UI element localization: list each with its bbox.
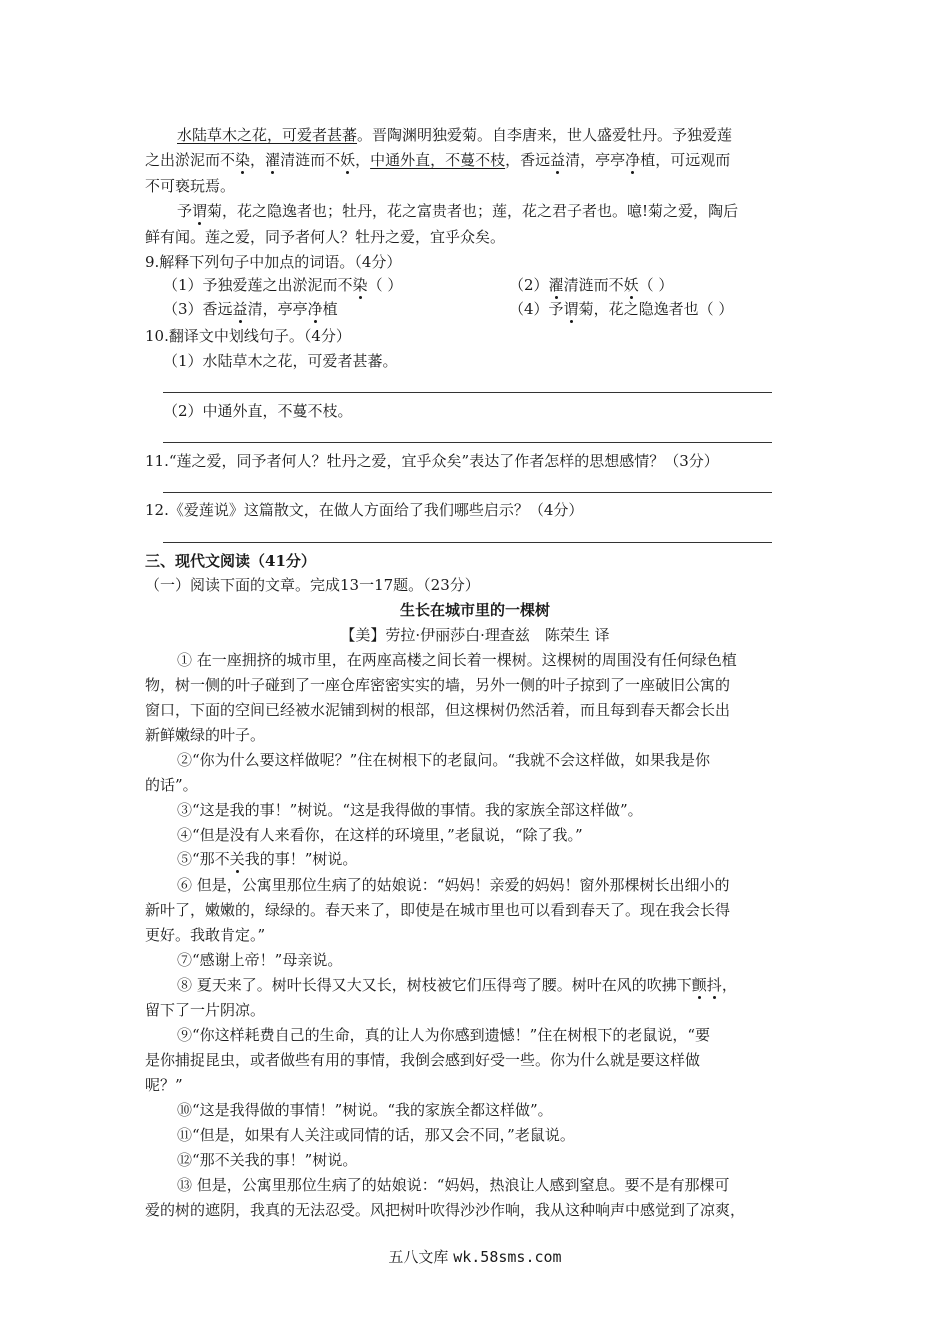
article-line: 呢？” bbox=[145, 1076, 183, 1094]
dotted-word: 颤 bbox=[691, 976, 707, 994]
dotted-word: 抖 bbox=[706, 976, 722, 994]
passage-line: 之出淤泥而不染，濯清涟而不妖，中通外直，不蔓不枝，香远益清，亭亭净植，可远观而 bbox=[145, 151, 731, 169]
passage-line: 予谓菊，花之隐逸者也；牡丹，花之富贵者也；莲，花之君子者也。噫!菊之爱，陶后 bbox=[177, 202, 739, 220]
dotted-word: 妖 bbox=[623, 276, 639, 294]
article-line: 是你捕捉昆虫，或者做些有用的事情，我倒会感到好受一些。你为什么就是要这样做 bbox=[145, 1051, 701, 1069]
question-12: 12.《爱莲说》这篇散文，在做人方面给了我们哪些启示？（4分） bbox=[145, 501, 584, 519]
article-author: 【美】劳拉·伊丽莎白·理查兹 陈荣生 译 bbox=[340, 626, 610, 644]
dotted-word: 濯 bbox=[265, 151, 281, 169]
answer-blank[interactable]: （ ） bbox=[638, 276, 674, 294]
answer-blank[interactable]: （ ） bbox=[367, 276, 403, 294]
article-line: ⑥ 但是，公寓里那位生病了的姑娘说：“妈妈！亲爱的妈妈！窗外那棵树长出细小的 bbox=[177, 876, 730, 894]
article-line: 物，树一侧的叶子碰到了一座仓库密密实实的墙，另外一侧的叶子掠到了一座破旧公寓的 bbox=[145, 676, 731, 694]
article-title: 生长在城市里的一棵树 bbox=[399, 601, 550, 619]
q10-item-1: （1）水陆草木之花，可爱者甚蕃。 bbox=[163, 352, 398, 370]
article-line: ⑧ 夏天来了。树叶长得又大又长，树枝被它们压得弯了腰。树叶在风的吹拂下颤抖， bbox=[177, 976, 737, 994]
passage-line: 鲜有闻。莲之爱，同予者何人？牡丹之爱，宜乎众矣。 bbox=[145, 228, 506, 246]
article-line: 窗口，下面的空间已经被水泥铺到树的根部，但这棵树仍然活着，而且每到春天都会长出 bbox=[145, 701, 731, 719]
q9-item-3: （3）香远益清，亭亭净植 bbox=[163, 300, 338, 318]
dotted-word: 谓 bbox=[192, 202, 208, 220]
section-heading: 三、现代文阅读（41分） bbox=[145, 552, 316, 570]
article-line: 爱的树的遮阴，我真的无法忍受。风把树叶吹得沙沙作响，我从这种响声中感觉到了凉爽， bbox=[145, 1201, 746, 1219]
page-footer bbox=[0, 1247, 950, 1267]
article-line: ③“这是我的事！”树说。“这是我得做的事情。我的家族全部这样做”。 bbox=[177, 801, 643, 819]
dotted-word: 谓 bbox=[563, 300, 579, 318]
passage-line: 不可亵玩焉。 bbox=[145, 177, 236, 195]
article-line: ① 在一座拥挤的城市里，在两座高楼之间长着一棵树。这棵树的周围没有任何绿色植 bbox=[177, 651, 737, 669]
article-line: ⑤“那不关我的事！”树说。 bbox=[177, 850, 358, 868]
article-line: ⑨“你这样耗费自己的生命，真的让人为你感到遗憾！”住在树根下的老鼠说，“要 bbox=[177, 1026, 711, 1044]
article-line: ⑫“那不关我的事！”树说。 bbox=[177, 1151, 358, 1169]
answer-line[interactable] bbox=[163, 492, 772, 493]
dotted-word: 净 bbox=[307, 300, 323, 318]
article-line: ⑬ 但是，公寓里那位生病了的姑娘说：“妈妈，热浪让人感到窒息。要不是有那棵可 bbox=[177, 1176, 730, 1194]
article-line: ②“你为什么要这样做呢？”住在树根下的老鼠问。“我就不会这样做，如果我是你 bbox=[177, 751, 711, 769]
article-line: 新鲜嫩绿的叶子。 bbox=[145, 726, 266, 744]
dotted-word: 关 bbox=[229, 850, 245, 868]
article-line: 的话”。 bbox=[145, 776, 198, 794]
answer-line[interactable] bbox=[163, 542, 772, 543]
q10-item-2: （2）中通外直，不蔓不枝。 bbox=[163, 402, 353, 420]
article-line: 更好。我敢肯定。” bbox=[145, 926, 266, 944]
article-line: 新叶了，嫩嫩的，绿绿的。春天来了，即使是在城市里也可以看到春天了。现在我会长得 bbox=[145, 901, 731, 919]
q9-item-1: （1）予独爱莲之出淤泥而不染（ ） bbox=[163, 276, 403, 294]
article-line: 留下了一片阴凉。 bbox=[145, 1001, 266, 1019]
answer-blank[interactable]: 菊，花之隐逸者也（ ） bbox=[578, 300, 734, 318]
article-line: ④“但是没有人来看你，在这样的环境里，”老鼠说，“除了我。” bbox=[177, 826, 583, 844]
q9-item-2: （2）濯清涟而不妖（ ） bbox=[509, 276, 674, 294]
section-subheading: （一）阅读下面的文章。完成13一17题。（23分） bbox=[145, 576, 480, 594]
article-line: ⑩“这是我得做的事情！”树说。“我的家族全都这样做”。 bbox=[177, 1101, 553, 1119]
question-10-title: 10.翻译文中划线句子。（4分） bbox=[145, 327, 351, 345]
article-line: ⑪“但是，如果有人关注或同情的话，那又会不同，”老鼠说。 bbox=[177, 1126, 575, 1144]
passage-line: 水陆草木之花，可爱者甚蕃。晋陶渊明独爱菊。自李唐来，世人盛爱牡丹。予独爱莲 bbox=[177, 126, 733, 144]
dotted-word: 濯 bbox=[548, 276, 564, 294]
question-9-title: 9.解释下列句子中加点的词语。（4分） bbox=[145, 253, 402, 271]
dotted-word: 益 bbox=[550, 151, 566, 169]
article-line: ⑦“感谢上帝！”母亲说。 bbox=[177, 951, 343, 969]
dotted-word: 益 bbox=[232, 300, 248, 318]
q9-item-4: （4）予谓菊，花之隐逸者也（ ） bbox=[509, 300, 734, 318]
answer-line[interactable] bbox=[163, 442, 772, 443]
dotted-word: 净 bbox=[625, 151, 641, 169]
underlined-sentence-1: 水陆草木之花，可爱者甚蕃 bbox=[177, 126, 358, 144]
question-11: 11.“莲之爱，同予者何人？牡丹之爱，宜乎众矣”表达了作者怎样的思想感情？（3分） bbox=[145, 452, 719, 470]
dotted-word: 染 bbox=[352, 276, 368, 294]
underlined-sentence-2: 中通外直，不蔓不枝 bbox=[370, 151, 506, 169]
answer-line[interactable] bbox=[163, 392, 772, 393]
footer-brand: 五八文库 bbox=[388, 1248, 449, 1266]
footer-site-link[interactable]: wk.58sms.com bbox=[453, 1248, 562, 1266]
dotted-word: 染 bbox=[235, 151, 251, 169]
dotted-word: 妖 bbox=[340, 151, 356, 169]
